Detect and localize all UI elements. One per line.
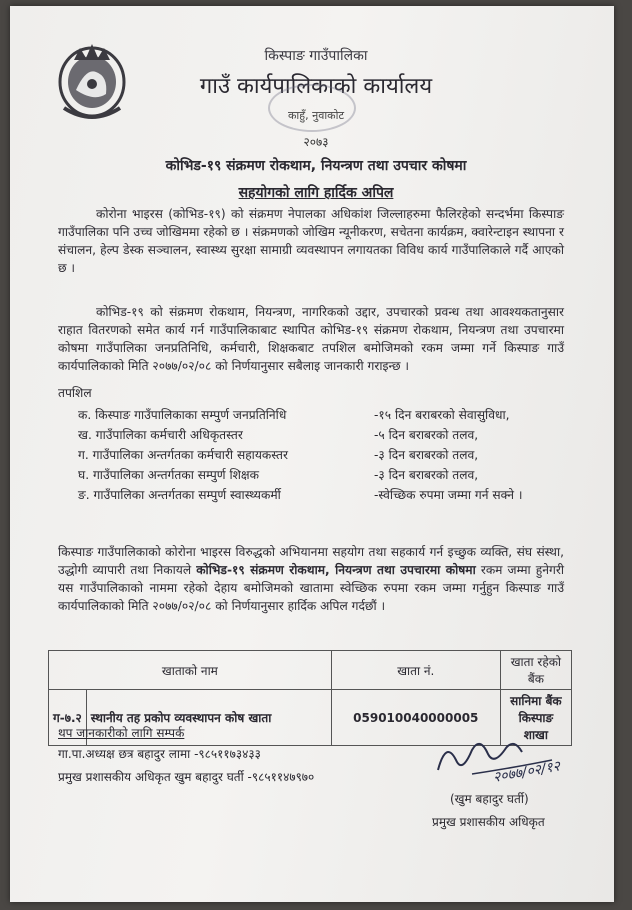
municipality-name: किस्पाङ गाउँपालिका — [264, 48, 368, 64]
office-address: काहुँ, नुवाकोट — [287, 109, 345, 122]
signature-date: २०७७/०२/१२ — [491, 758, 562, 786]
document-title: कोभिड-१९ संक्रमण रोकथाम, नियन्त्रण तथा उपचार कोषमा — [165, 158, 467, 174]
paragraph-intro: कोरोना भाइरस (कोभिड-१९) को संक्रमण नेपालका अधिकांश जिल्लाहरुमा फैलिरहेको सन्दर्भमा किस्पाङ गाउँपालिका पनि उच्च जोखिममा रहेको छ । संक्रमणको जोखिम न्यूनीकरण, सचेतना कार्यक्रम, क्वारेन्टाइन स्थापना र संचालन, हेल्प डेस्क सञ्चालन, स्वास्थ्य सुरक्षा सामाग्री व्यवस्थापन लगायतका विविध कार्य गाउँपालिकाले गर्दै आएको छ । — [58, 207, 564, 275]
header-account-number: खाता नं. — [331, 651, 500, 690]
schedule-label: ङ. गाउँपालिका अन्तर्गतका सम्पुर्ण स्वास्थ्यकर्मी — [78, 487, 281, 502]
bank-name: सानिमा बैंक — [510, 694, 562, 708]
appeal-text-b: रकम जम्मा हुनेगरी यस गाउँपालिकाको नाममा रहेको देहाय बमोजिमको खातामा स्वेच्छिक रुपमा रकम जम्मा गर्नुहुन किस्पाङ गाउँ कार्यपालिकाको मिति २०७७/०२/०८ को निर्णयानुसार हार्दिक अपिल गर्दछौं । — [58, 563, 564, 613]
bank-branch: किस्पाङ शाखा — [518, 711, 554, 742]
account-number: 059010040000005 — [331, 690, 500, 746]
schedule-label: ख. गाउँपालिका कर्मचारी अधिकृतस्तर — [78, 427, 243, 442]
signatory-name: (खुम बहादुर घर्ती) — [450, 792, 529, 806]
account-code: ग-७.२ — [49, 690, 87, 746]
contact-chairperson: गा.पा.अध्यक्ष छत्र बहादुर लामा -९८५११७३४३३ — [58, 747, 261, 761]
contact-heading: थप जानकारीको लागि सम्पर्क — [58, 726, 185, 740]
list-item — [78, 484, 568, 504]
office-name: गाउँ कार्यपालिकाको कार्यालय — [199, 74, 433, 99]
list-item — [78, 424, 568, 444]
header-account-name: खाताको नाम — [49, 651, 332, 690]
table-header-row — [49, 651, 572, 690]
schedule-label: क. किस्पाङ गाउँपालिकाका सम्पुर्ण जनप्रतिनिधि — [78, 407, 287, 422]
header-bank: खाता रहेको बैंक — [500, 651, 571, 690]
schedule-list — [78, 404, 568, 504]
schedule-value: -५ दिन बराबरको तलव, — [374, 427, 479, 442]
paragraph-appeal — [58, 543, 564, 615]
account-name: स्थानीय तह प्रकोप व्यवस्थापन कोष खाता — [86, 690, 331, 746]
signatory-title: प्रमुख प्रशासकीय अधिकृत — [432, 815, 545, 829]
schedule-value: -स्वेच्छिक रुपमा जम्मा गर्न सक्ने । — [374, 487, 523, 502]
established-year: २०७३ — [303, 135, 329, 149]
schedule-value: -१५ दिन बराबरको सेवासुविधा, — [374, 407, 510, 422]
schedule-heading: तपशिल — [58, 386, 92, 400]
schedule-value: -३ दिन बराबरको तलव, — [374, 447, 479, 462]
schedule-value: -३ दिन बराबरको तलव, — [374, 467, 479, 482]
paragraph-fund: कोभिड-१९ को संक्रमण रोकथाम, नियन्त्रण, नागरिकको उद्दार, उपचारको प्रवन्ध तथा आवश्यकतानुसार राहात वितरणको समेत कार्य गर्न गाउँपालिकाबाट स्थापित कोभिड-१९ संक्रमण रोकथाम, नियन्त्रण तथा उपचारमा कोषमा गाउँपालिका जनप्रतिनिधि, कर्मचारी, शिक्षकबाट तपशिल बमोजिमको रकम जम्मा गर्ने किस्पाङ गाउँ कार्यपालिकाको मिति २०७७/०२/०८ को निर्णयानुसार सबैलाइ जानकारी गराइन्छ । — [58, 305, 564, 373]
contact-cao: प्रमुख प्रशासकीय अधिकृत खुम बहादुर घर्ती -९८५११४७९७० — [58, 770, 315, 784]
list-item — [78, 404, 568, 424]
appeal-text-a: किस्पाङ गाउँपालिकाको कोरोना भाइरस विरुद्धको अभियानमा सहयोग तथा सहकार्य गर्न इच्छुक व्यक्ति, संघ संस्था, उद्धोगी व्यापारी तथा निकायले — [58, 545, 564, 577]
schedule-label: ग. गाउँपालिका अन्तर्गतका कर्मचारी सहायकस्तर — [78, 447, 288, 462]
list-item — [78, 464, 568, 484]
list-item — [78, 444, 568, 464]
schedule-label: घ. गाउँपालिका अन्तर्गतका सम्पुर्ण शिक्षक — [78, 467, 260, 482]
document-subtitle: सहयोगको लागि हार्दिक अपिल — [238, 185, 394, 201]
appeal-fund-name: कोभिड-१९ संक्रमण रोकथाम, नियन्त्रण तथा उपचारमा कोषमा — [196, 563, 476, 577]
